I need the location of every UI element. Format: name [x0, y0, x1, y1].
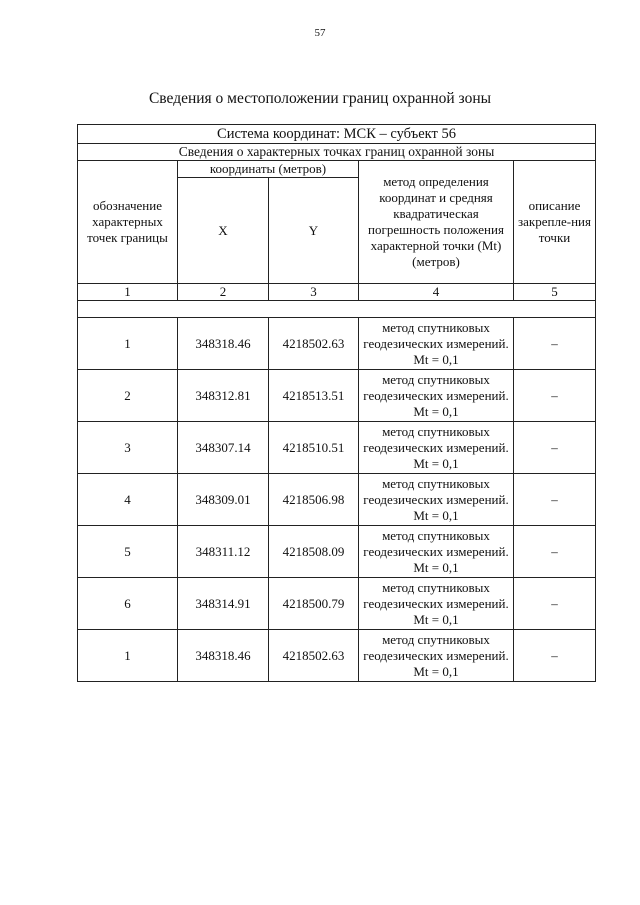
- x-coordinate-cell: 348318.46: [178, 318, 269, 370]
- header-x: X: [178, 178, 269, 284]
- blank-separator-row: [78, 301, 596, 318]
- y-coordinate-cell: 4218502.63: [269, 318, 359, 370]
- description-cell: –: [514, 422, 596, 474]
- point-cell: 6: [78, 578, 178, 630]
- table-row: [78, 370, 596, 422]
- method-cell: метод спутниковых геодезических измерений. Mt = 0,1: [359, 370, 514, 422]
- coordinate-system-row: [78, 125, 596, 144]
- boundary-points-table: [77, 124, 596, 682]
- column-number: 4: [359, 284, 514, 301]
- header-y: Y: [269, 178, 359, 284]
- column-number: 2: [178, 284, 269, 301]
- y-coordinate-cell: 4218508.09: [269, 526, 359, 578]
- page-number: 57: [314, 27, 326, 39]
- x-coordinate-cell: 348307.14: [178, 422, 269, 474]
- column-number: 1: [78, 284, 178, 301]
- x-coordinate-cell: 348318.46: [178, 630, 269, 682]
- y-coordinate-cell: 4218502.63: [269, 630, 359, 682]
- point-cell: 4: [78, 474, 178, 526]
- table-row: [78, 578, 596, 630]
- method-cell: метод спутниковых геодезических измерений. Mt = 0,1: [359, 630, 514, 682]
- coordinate-system-label: Система координат: МСК – субъект 56: [78, 125, 596, 144]
- description-cell: –: [514, 370, 596, 422]
- y-coordinate-cell: 4218510.51: [269, 422, 359, 474]
- column-header-row: [78, 161, 596, 178]
- description-cell: –: [514, 526, 596, 578]
- table-subtitle: Сведения о характерных точках границ охранной зоны: [78, 144, 596, 161]
- point-cell: 3: [78, 422, 178, 474]
- y-coordinate-cell: 4218506.98: [269, 474, 359, 526]
- method-cell: метод спутниковых геодезических измерений. Mt = 0,1: [359, 578, 514, 630]
- header-description: описание закрепле-ния точки: [514, 161, 596, 284]
- table-row: [78, 630, 596, 682]
- description-cell: –: [514, 474, 596, 526]
- y-coordinate-cell: 4218500.79: [269, 578, 359, 630]
- point-cell: 2: [78, 370, 178, 422]
- table-subtitle-row: [78, 144, 596, 161]
- description-cell: –: [514, 318, 596, 370]
- table-row: [78, 318, 596, 370]
- table-row: [78, 422, 596, 474]
- page-title: Сведения о местоположении границ охранной зоны: [148, 90, 492, 107]
- method-cell: метод спутниковых геодезических измерений. Mt = 0,1: [359, 474, 514, 526]
- point-cell: 1: [78, 630, 178, 682]
- point-cell: 5: [78, 526, 178, 578]
- description-cell: –: [514, 630, 596, 682]
- x-coordinate-cell: 348309.01: [178, 474, 269, 526]
- x-coordinate-cell: 348314.91: [178, 578, 269, 630]
- column-number: 3: [269, 284, 359, 301]
- column-number: 5: [514, 284, 596, 301]
- x-coordinate-cell: 348312.81: [178, 370, 269, 422]
- method-cell: метод спутниковых геодезических измерений. Mt = 0,1: [359, 526, 514, 578]
- header-point: обозначение характерных точек границы: [78, 161, 178, 284]
- method-cell: метод спутниковых геодезических измерений. Mt = 0,1: [359, 318, 514, 370]
- table-row: [78, 474, 596, 526]
- blank-cell: [78, 301, 596, 318]
- x-coordinate-cell: 348311.12: [178, 526, 269, 578]
- table-row: [78, 526, 596, 578]
- method-cell: метод спутниковых геодезических измерений. Mt = 0,1: [359, 422, 514, 474]
- header-method: метод определения координат и средняя квадратическая погрешность положения характерной точки (Mt) (метров): [359, 161, 514, 284]
- description-cell: –: [514, 578, 596, 630]
- column-number-row: [78, 284, 596, 301]
- header-coords: координаты (метров): [178, 161, 359, 178]
- y-coordinate-cell: 4218513.51: [269, 370, 359, 422]
- point-cell: 1: [78, 318, 178, 370]
